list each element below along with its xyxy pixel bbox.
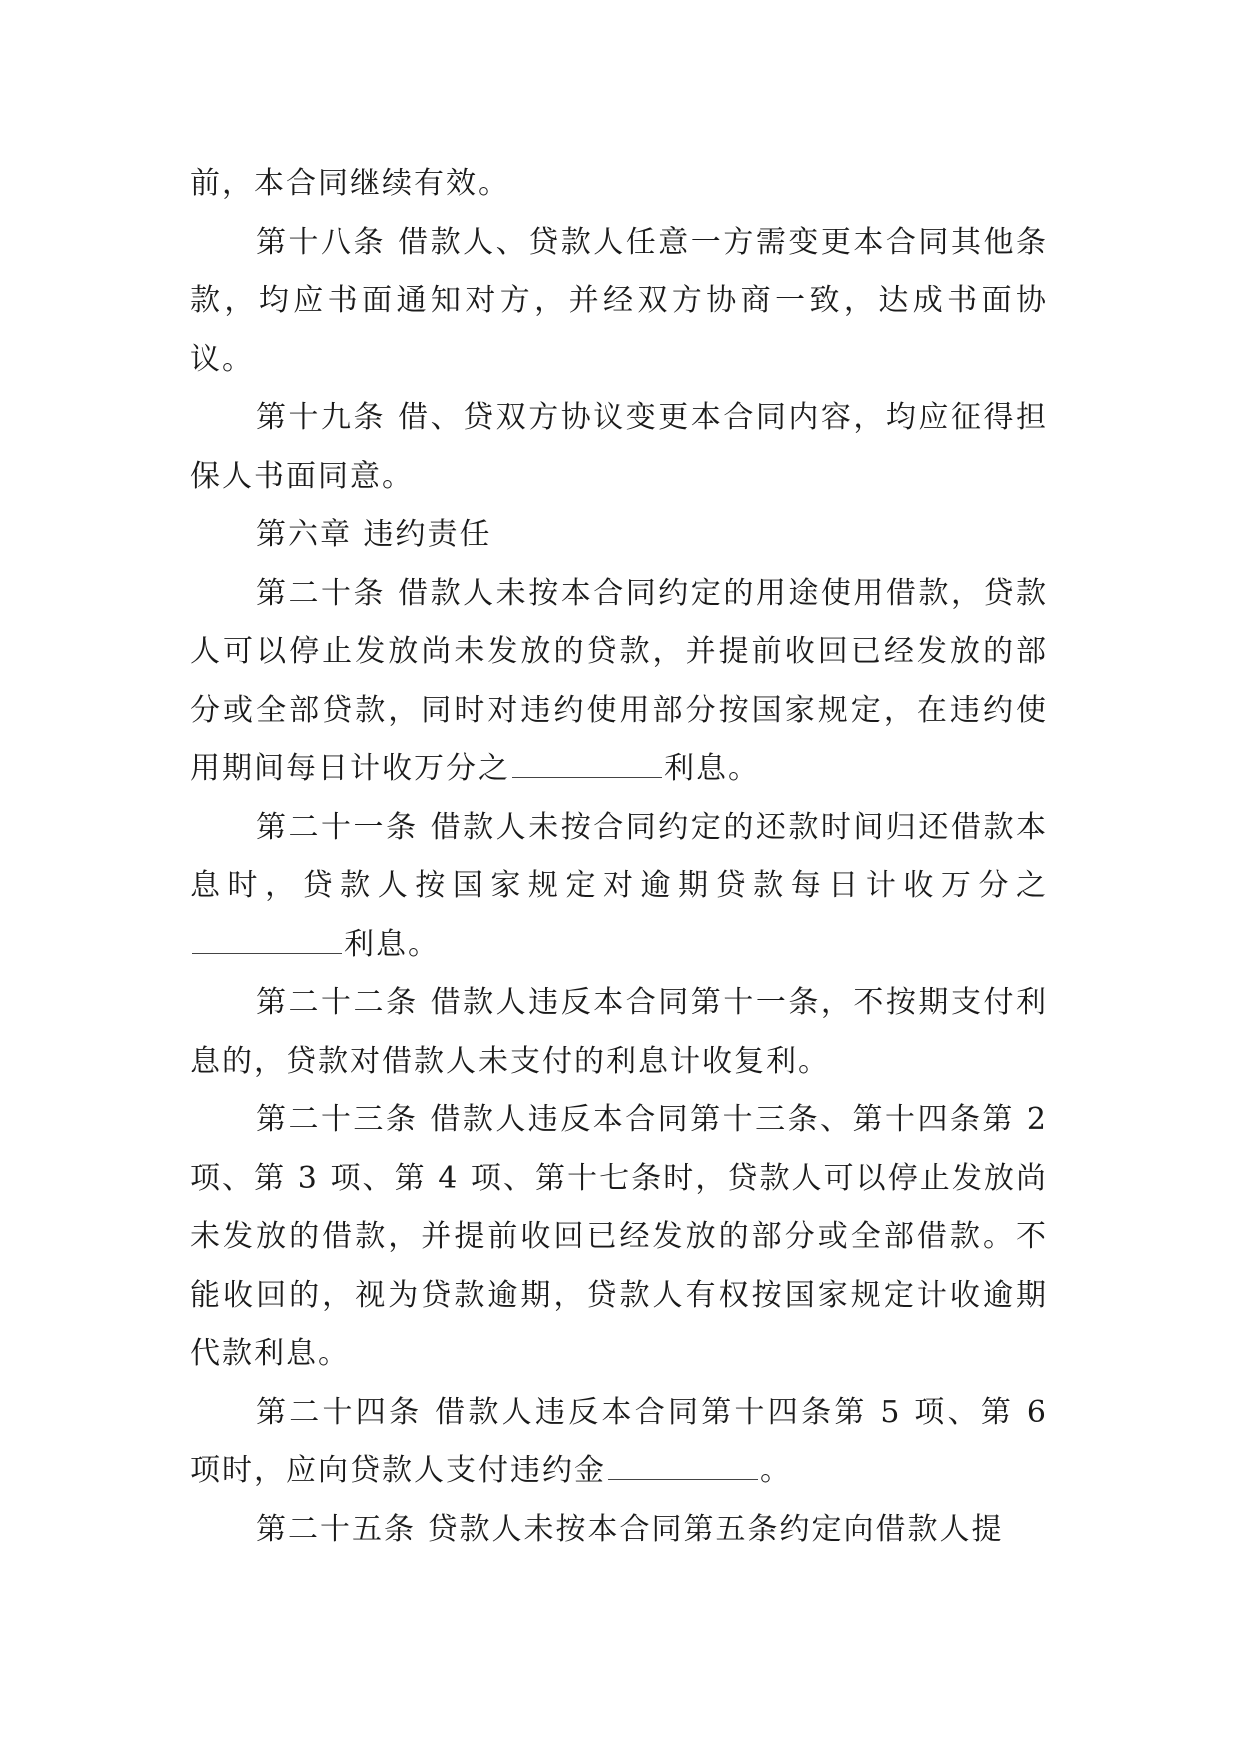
- paragraph-text: 利息。: [664, 751, 760, 786]
- article-23: [190, 1091, 1048, 1384]
- article-18: [190, 214, 1048, 390]
- paragraph-text: 利息。: [344, 926, 440, 962]
- paragraph-text: 第十八条 借款人、贷款人任意一方需变更本合同其他条款，均应书面通知对方，并经双方协商一致，达成书面协议。: [190, 224, 1048, 377]
- fill-in-blank: [608, 1477, 758, 1480]
- fill-in-blank: [192, 951, 342, 954]
- paragraph-text: 第二十三条 借款人违反本合同第十三条、第十四条第 2 项、第 3 项、第 4 项、第十七条时，贷款人可以停止发放尚未发放的借款，并提前收回已经发放的部分或全部借款。不能收回的，视为贷款逾期，贷款人有权按国家规定计收逾期代款利息。: [190, 1102, 1048, 1371]
- chapter-6-heading: [190, 506, 1048, 565]
- paragraph-text: 第二十一条 借款人未按合同约定的还款时间归还借款本息时，贷款人按国家规定对逾期贷款每日计收万分之: [190, 809, 1048, 903]
- article-21: [190, 799, 1048, 975]
- chapter-title: 第六章 违约责任: [256, 517, 492, 552]
- paragraph-text: 第二十五条 贷款人未按本合同第五条约定向借款人提: [256, 1511, 1004, 1547]
- paragraph-text: 第十九条 借、贷双方协议变更本合同内容，均应征得担保人书面同意。: [190, 400, 1048, 494]
- paragraph-text: 第二十条 借款人未按本合同约定的用途使用借款，贷款人可以停止发放尚未发放的贷款，并提前收回已经发放的部分或全部贷款，同时对违约使用部分按国家规定，在违约使用期间每日计收万分之: [190, 575, 1048, 786]
- article-24: [190, 1384, 1048, 1501]
- article-25: [190, 1501, 1048, 1560]
- paragraph-text: 第二十四条 借款人违反本合同第十四条第 5 项、第 6 项时，应向贷款人支付违约金: [190, 1394, 1048, 1488]
- document-body: [190, 155, 1048, 1559]
- article-19: [190, 389, 1048, 506]
- article-20: [190, 565, 1048, 799]
- paragraph-text: 第二十二条 借款人违反本合同第十一条，不按期支付利息的，贷款对借款人未支付的利息计收复利。: [190, 985, 1048, 1079]
- paragraph-text: 。: [760, 1453, 792, 1488]
- paragraph-text: 前，本合同继续有效。: [190, 166, 510, 201]
- paragraph-continuation: [190, 155, 1048, 214]
- fill-in-blank: [512, 775, 662, 778]
- article-22: [190, 974, 1048, 1091]
